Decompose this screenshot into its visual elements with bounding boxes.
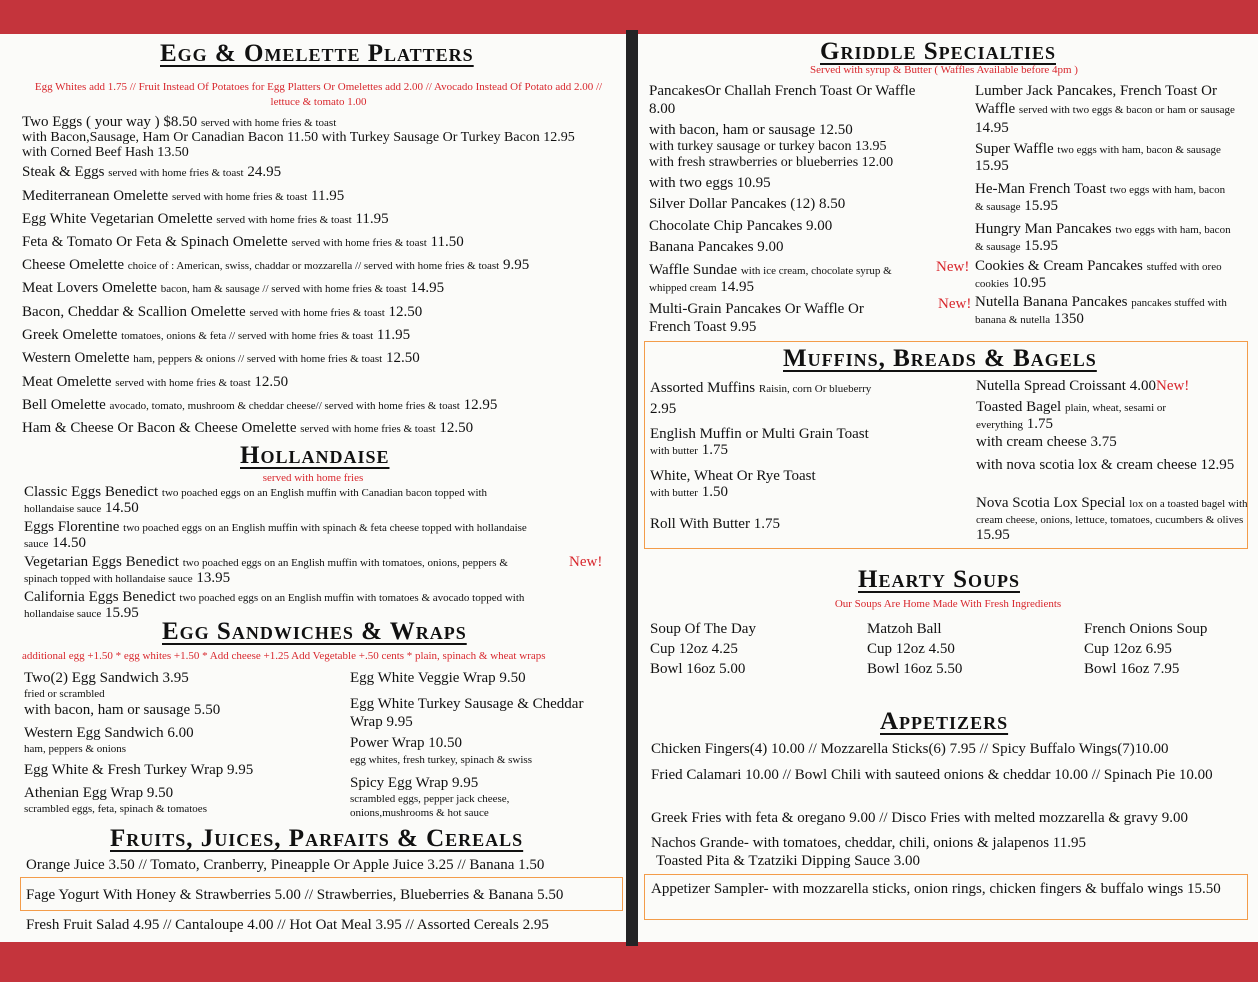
section-title-hollandaise: Hollandaise xyxy=(240,442,390,469)
top-band xyxy=(0,0,1258,32)
menu-item-lumberjack: Lumber Jack Pancakes, French Toast Or Waffle served with two eggs & bacon or ham or sausage 14.95 xyxy=(975,83,1235,136)
new-badge-veg-benedict: New! xyxy=(569,554,603,570)
menu-line-juices: Orange Juice 3.50 // Tomato, Cranberry, Pineapple Or Apple Juice 3.25 // Banana 1.50 xyxy=(26,857,545,873)
section-title-sandwiches: Egg Sandwiches & Wraps xyxy=(162,618,467,645)
soup-cup: Cup 12oz 4.25 xyxy=(650,641,738,657)
griddle-note: Served with syrup & Butter ( Waffles Available before 4pm ) xyxy=(810,64,1078,76)
menu-item-benedict: Vegetarian Eggs Benedict two poached eggs on an English muffin with tomatoes, onions, peppers & spinach topped with hollandaise sauce 13.95 xyxy=(24,554,508,586)
menu-item-omelette: Steak & Eggs served with home fries & toast 24.95 xyxy=(22,164,282,180)
menu-item-bagel-lox: with nova scotia lox & cream cheese 12.95 xyxy=(976,457,1235,473)
menu-line-appetizers-1: Chicken Fingers(4) 10.00 // Mozzarella Sticks(6) 7.95 // Spicy Buffalo Wings(7)10.00 xyxy=(651,741,1169,757)
menu-item-super-waffle: Super Waffle two eggs with ham, bacon & sausage 15.95 xyxy=(975,141,1221,174)
menu-item-omelette: Meat Lovers Omelette bacon, ham & sausage // served with home fries & toast 14.95 xyxy=(22,280,445,296)
menu-item-pancakes-meat: with bacon, ham or sausage 12.50 xyxy=(649,122,853,138)
menu-item-benedict: California Eggs Benedict two poached eggs on an English muffin with tomatoes & avocado topped with hollandaise sauce 15.95 xyxy=(24,589,525,621)
menu-item-multigrain: Multi-Grain Pancakes Or Waffle Or French Toast 9.95 xyxy=(649,301,864,335)
menu-item-pancakes: PancakesOr Challah French Toast Or Waffle 8.00 xyxy=(649,83,916,117)
menu-line-appetizers-2: Fried Calamari 10.00 // Bowl Chili with sauteed onions & cheddar 10.00 // Spinach Pie 10.00 xyxy=(651,767,1213,783)
menu-item-muffins: Assorted Muffins Raisin, corn Or blueberry 2.95 xyxy=(650,380,872,417)
soup-bowl: Bowl 16oz 5.00 xyxy=(650,661,746,677)
menu-item-athenian-wrap: Athenian Egg Wrap 9.50 xyxy=(24,785,174,801)
soup-cup: Cup 12oz 6.95 xyxy=(1084,641,1172,657)
menu-item-sandwich-meat: with bacon, ham or sausage 5.50 xyxy=(24,702,221,718)
menu-item-omelette: Bacon, Cheddar & Scallion Omelette served with home fries & toast 12.50 xyxy=(22,304,423,320)
menu-item-choc-chip: Chocolate Chip Pancakes 9.00 xyxy=(649,218,833,234)
hollandaise-note: served with home fries xyxy=(262,472,364,484)
menu-item-athenian-desc: scrambled eggs, feta, spinach & tomatoes xyxy=(24,803,207,815)
menu-item-omelette: Greek Omelette tomatoes, onions & feta // served with home fries & toast 11.95 xyxy=(22,327,411,343)
menu-item-heman-toast: He-Man French Toast two eggs with ham, bacon & sausage 15.95 xyxy=(975,181,1226,214)
menu-item-waffle-sundae: Waffle Sundae with ice cream, chocolate syrup & whipped cream 14.95 xyxy=(649,262,892,295)
menu-item-power-wrap-desc: egg whites, fresh turkey, spinach & swiss xyxy=(350,754,532,766)
menu-item-turkey-wrap: Egg White & Fresh Turkey Wrap 9.95 xyxy=(24,762,254,778)
menu-item-omelette: Cheese Omelette choice of : American, swiss, chaddar or mozzarella // served with home fries & toast 9.95 xyxy=(22,257,530,273)
menu-item-omelette: Ham & Cheese Or Bacon & Cheese Omelette served with home fries & toast 12.50 xyxy=(22,420,474,436)
soups-note: Our Soups Are Home Made With Fresh Ingredients xyxy=(834,598,1062,610)
menu-item-pancakes-eggs: with two eggs 10.95 xyxy=(649,175,771,191)
menu-item-spicy-wrap-desc: scrambled eggs, pepper jack cheese, onions,mushrooms & hot sauce xyxy=(350,793,510,819)
menu-item-spicy-wrap: Spicy Egg Wrap 9.95 xyxy=(350,775,479,791)
soup-bowl: Bowl 16oz 5.50 xyxy=(867,661,963,677)
menu-item-toast: White, Wheat Or Rye Toast xyxy=(650,468,816,484)
menu-item-benedict: Eggs Florentine two poached eggs on an English muffin with spinach & feta cheese topped with hollandaise sauce 14.50 xyxy=(24,519,527,551)
menu-item-two-eggs: Two Eggs ( your way ) $8.50 served with home fries & toast xyxy=(22,114,337,130)
bottom-band xyxy=(0,944,1258,982)
menu-item-western-desc: ham, peppers & onions xyxy=(24,743,127,755)
menu-item-omelette: Bell Omelette avocado, tomato, mushroom & cheddar cheese// served with home fries & toast 12.95 xyxy=(22,397,498,413)
menu-item-nutella-banana: Nutella Banana Pancakes pancakes stuffed with banana & nutella 1350 xyxy=(975,294,1227,327)
sandwich-note: additional egg +1.50 * egg whites +1.50 * Add cheese +1.25 Add Vegetable +.50 cents * plain, spinach & wheat wraps xyxy=(22,650,546,662)
menu-item-roll: Roll With Butter 1.75 xyxy=(650,516,780,532)
menu-item-english-muffin-price: with butter 1.75 xyxy=(650,442,728,458)
menu-item-veggie-wrap: Egg White Veggie Wrap 9.50 xyxy=(350,670,526,686)
section-title-fruits: Fruits, Juices, Parfaits & Cereals xyxy=(110,825,524,852)
menu-item-omelette: Meat Omelette served with home fries & toast 12.50 xyxy=(22,374,289,390)
soup-cup: Cup 12oz 4.50 xyxy=(867,641,955,657)
menu-item-benedict: Classic Eggs Benedict two poached eggs on an English muffin with Canadian bacon topped with hollandaise sauce 14.50 xyxy=(24,484,488,516)
soup-name: French Onions Soup xyxy=(1084,621,1208,637)
section-title-egg-platters: Egg & Omelette Platters xyxy=(160,40,474,67)
left-menu-page xyxy=(0,34,626,942)
soup-name: Matzoh Ball xyxy=(867,621,942,637)
menu-item-two-egg-sandwich: Two(2) Egg Sandwich 3.95 xyxy=(24,670,189,686)
section-title-muffins: Muffins, Breads & Bagels xyxy=(783,345,1097,372)
menu-line-fruit-salad: Fresh Fruit Salad 4.95 // Cantaloupe 4.00 // Hot Oat Meal 3.95 // Assorted Cereals 2.95 xyxy=(26,917,549,933)
menu-line-appetizers-3: Greek Fries with feta & oregano 9.00 // Disco Fries with melted mozzarella & gravy 9.00 xyxy=(651,810,1188,826)
menu-item-english-muffin: English Muffin or Multi Grain Toast xyxy=(650,426,869,442)
menu-line-nachos: Nachos Grande- with tomatoes, cheddar, chili, onions & jalapenos 11.95 xyxy=(651,835,1086,851)
menu-item-pancakes-turkey: with turkey sausage or turkey bacon 13.95 xyxy=(649,139,887,154)
egg-platters-note: Egg Whites add 1.75 // Fruit Instead Of Potatoes for Egg Platters Or Omelettes add 2.00 // Avocado Instead Of Potato add 2.00 // lettuce & tomato 1.00 xyxy=(34,81,603,108)
menu-spine xyxy=(626,30,638,946)
soup-bowl: Bowl 16oz 7.95 xyxy=(1084,661,1180,677)
right-menu-page xyxy=(638,34,1258,942)
menu-item-two-eggs-meat: with Bacon,Sausage, Ham Or Canadian Bacon 11.50 with Turkey Sausage Or Turkey Bacon 12.95 xyxy=(22,130,575,145)
menu-item-omelette: Feta & Tomato Or Feta & Spinach Omelette served with home fries & toast 11.50 xyxy=(22,234,464,250)
section-title-soups: Hearty Soups xyxy=(858,566,1020,593)
new-badge-nutella: New! xyxy=(938,296,972,312)
menu-line-pita: Toasted Pita & Tzatziki Dipping Sauce 3.00 xyxy=(656,853,921,869)
menu-line-yogurt: Fage Yogurt With Honey & Strawberries 5.00 // Strawberries, Blueberries & Banana 5.50 xyxy=(26,887,564,903)
section-title-appetizers: Appetizers xyxy=(880,708,1009,735)
menu-item-omelette: Mediterranean Omelette served with home fries & toast 11.95 xyxy=(22,188,345,204)
menu-line-sampler: Appetizer Sampler- with mozzarella sticks, onion rings, chicken fingers & buffalo wings 15.50 xyxy=(651,881,1221,897)
menu-item-cookies-cream: Cookies & Cream Pancakes stuffed with oreo cookies 10.95 xyxy=(975,258,1222,291)
menu-item-lox-special: Nova Scotia Lox Special lox on a toasted bagel with cream cheese, onions, lettuce, tomatoes, cucumbers & olives 15.95 xyxy=(976,495,1248,543)
menu-item-power-wrap: Power Wrap 10.50 xyxy=(350,735,463,751)
menu-item-western-sandwich: Western Egg Sandwich 6.00 xyxy=(24,725,194,741)
menu-item-toast-price: with butter 1.50 xyxy=(650,484,728,500)
menu-item-pancakes-berries: with fresh strawberries or blueberries 12.00 xyxy=(649,155,894,170)
menu-item-bagel: Toasted Bagel plain, wheat, sesami or everything 1.75 xyxy=(976,399,1167,432)
menu-item-two-eggs-hash: with Corned Beef Hash 13.50 xyxy=(22,145,189,160)
new-badge-cookies: New! xyxy=(936,259,970,275)
menu-item-banana-pancakes: Banana Pancakes 9.00 xyxy=(649,239,784,255)
menu-item-omelette: Egg White Vegetarian Omelette served with home fries & toast 11.95 xyxy=(22,211,389,227)
menu-item-two-egg-sandwich-desc: fried or scrambled xyxy=(24,688,105,700)
menu-item-omelette: Western Omelette ham, peppers & onions // served with home fries & toast 12.50 xyxy=(22,350,420,366)
soup-name: Soup Of The Day xyxy=(650,621,756,637)
menu-item-bagel-cream-cheese: with cream cheese 3.75 xyxy=(976,434,1117,450)
menu-item-turkey-sausage-wrap: Egg White Turkey Sausage & Cheddar Wrap 9.95 xyxy=(350,696,584,730)
menu-item-silver-dollar: Silver Dollar Pancakes (12) 8.50 xyxy=(649,196,846,212)
section-title-griddle: Griddle Specialties xyxy=(820,38,1056,65)
menu-item-hungry-man: Hungry Man Pancakes two eggs with ham, bacon & sausage 15.95 xyxy=(975,221,1231,254)
menu-item-croissant: Nutella Spread Croissant 4.00New! xyxy=(976,378,1190,394)
